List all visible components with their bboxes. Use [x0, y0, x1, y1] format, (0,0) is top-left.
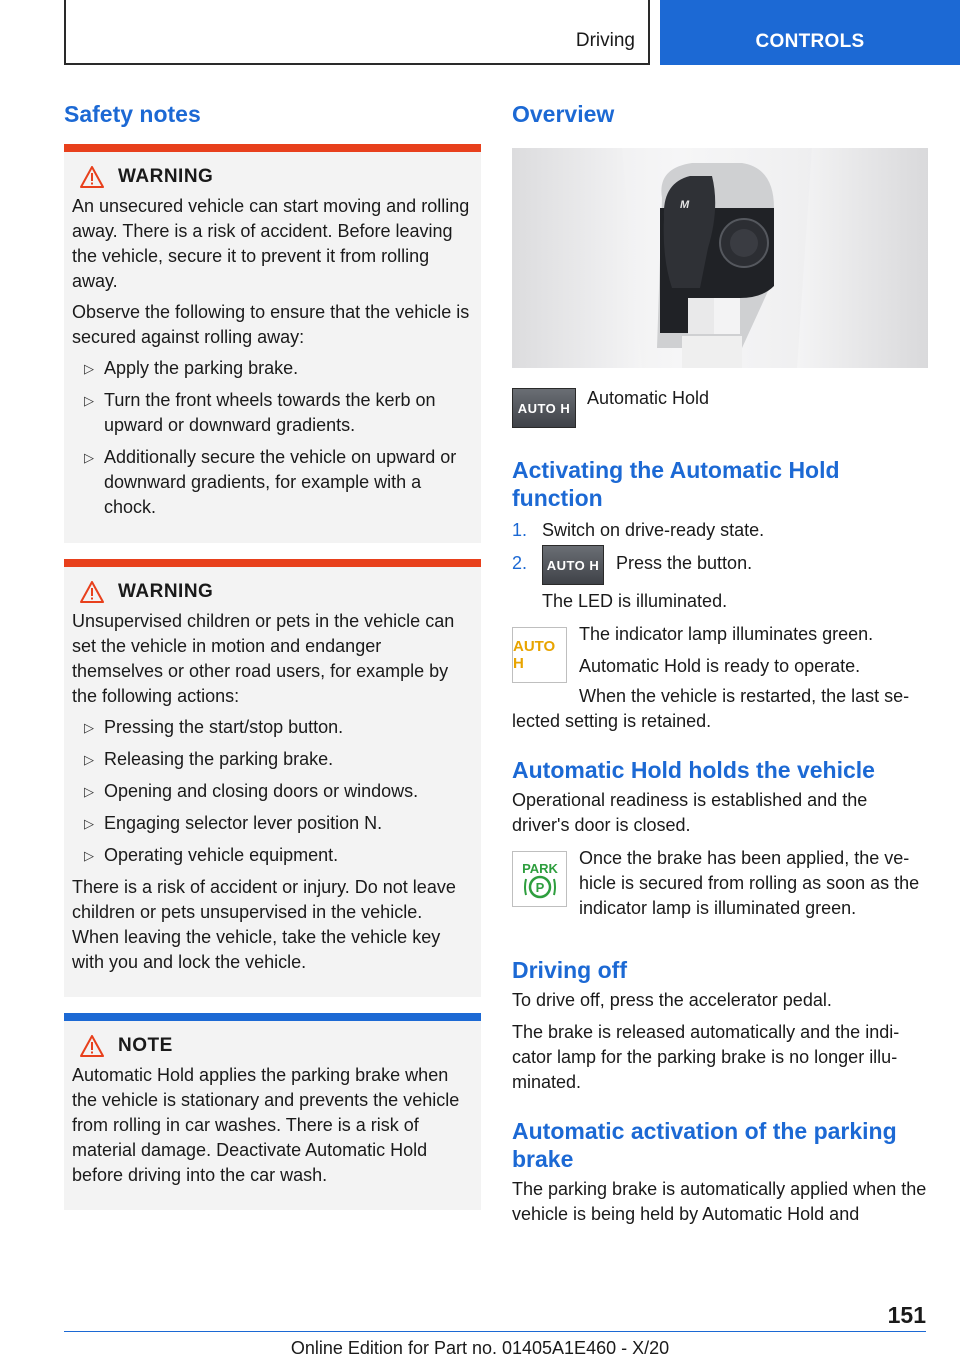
list-item: 1. Switch on drive-ready state.: [512, 520, 765, 540]
note-text: Automatic Hold applies the parking brake when the vehicle is stationary and prevents the vehicle from rolling in car washes. There is a risk of material damage. Deactivate Automatic Hold before driving into the car wash.: [72, 1065, 460, 1185]
warning-text: Unsupervised children or pets in the vehicle can set the vehicle in motion and endanger themselves or other road users, for example by the following actions:: [72, 611, 455, 706]
warning-text: An unsecured vehicle can start moving and rolling away. There is a risk of accident. Before leaving the vehicle, secure it to prevent it from rolling away.: [72, 196, 470, 291]
list-item: ▷ Turn the front wheels towards the kerb on upward or downward gradients.: [72, 388, 473, 438]
warning-icon: [80, 1035, 104, 1057]
auto-h-button-icon: AUTO H: [542, 545, 604, 585]
list-item: ▷ Opening and closing doors or windows.: [72, 779, 473, 804]
automatic-hold-legend: [512, 388, 928, 428]
note-label: NOTE: [118, 1035, 173, 1056]
warning-label: WARNING: [118, 581, 214, 602]
center-console-image: [512, 148, 928, 368]
list-item: ▷ Additionally secure the vehicle on upward or downward gradients, for example with a chock.: [72, 445, 473, 520]
activating-heading: Activating the Automatic Hold function: [512, 457, 840, 511]
section-title: Driving: [575, 30, 635, 51]
warning-icon: [80, 166, 104, 188]
triangle-bullet-icon: ▷: [84, 784, 94, 799]
auto-h-button-icon: AUTO H: [512, 388, 576, 428]
warning-label: WARNING: [118, 166, 214, 187]
list-item: ▷ Engaging selector lever position N.: [72, 811, 473, 836]
console-illustration: [512, 148, 928, 368]
chapter-tab[interactable]: CONTROLS: [660, 0, 960, 65]
list-item: ▷ Operating vehicle equipment.: [72, 843, 473, 868]
warning-list: [72, 356, 473, 520]
driving-off-text: The brake is released automatically and the indicator lamp for the parking brake is no longer illuminated.: [512, 1022, 900, 1092]
svg-text:P: P: [535, 880, 544, 895]
indicator-row: [512, 622, 928, 686]
indicator-text: The indicator lamp illuminates green.: [579, 624, 874, 644]
led-text: The LED is illuminated.: [542, 591, 728, 611]
list-item: ▷ Releasing the parking brake.: [72, 747, 473, 772]
activation-steps: [512, 518, 928, 585]
park-indicator-row: [512, 846, 928, 928]
auto-activation-heading: Automatic activation of the parking brake: [512, 1118, 897, 1172]
triangle-bullet-icon: ▷: [84, 393, 94, 408]
footer-divider: [64, 1331, 926, 1332]
warning-list: [72, 715, 473, 868]
triangle-bullet-icon: ▷: [84, 816, 94, 831]
restart-text: When the vehicle is restarted, the last selected setting is retained.: [512, 686, 910, 731]
park-indicator-icon: [512, 851, 567, 907]
triangle-bullet-icon: ▷: [84, 848, 94, 863]
list-item: ▷ Apply the parking brake.: [72, 356, 473, 381]
note-box: [64, 1013, 481, 1210]
driving-off-text: To drive off, press the accelerator pedal.: [512, 990, 832, 1010]
overview-heading: Overview: [512, 101, 615, 127]
warning-icon: [80, 581, 104, 603]
park-text: Once the brake has been applied, the vehicle is secured from rolling as soon as the indicator lamp is illuminated green.: [579, 848, 920, 918]
driving-off-heading: Driving off: [512, 957, 627, 983]
list-item: 2. AUTO H Press the button.: [512, 551, 928, 585]
auto-activation-text: The parking brake is automatically applied when the vehicle is being held by Automatic Hold and: [512, 1179, 927, 1224]
holds-text: Operational readiness is established and the driver's door is closed.: [512, 790, 868, 835]
auto-h-label: Automatic Hold: [587, 388, 710, 408]
auto-h-indicator-icon: AUTO H: [512, 627, 567, 683]
triangle-bullet-icon: ▷: [84, 361, 94, 376]
warning-text: Observe the following to ensure that the vehicle is secured against rolling away:: [72, 302, 470, 347]
warning-box-1: [64, 144, 481, 543]
safety-notes-heading: Safety notes: [64, 101, 201, 127]
warning-box-2: [64, 559, 481, 997]
edition-footer[interactable]: Online Edition for Part no. 01405A1E460 - X/20: [290, 1338, 670, 1358]
svg-text:PARK: PARK: [521, 861, 558, 876]
right-column: [512, 100, 928, 1234]
list-item: ▷ Pressing the start/stop button.: [72, 715, 473, 740]
triangle-bullet-icon: ▷: [84, 720, 94, 735]
triangle-bullet-icon: ▷: [84, 450, 94, 465]
ready-text: Automatic Hold is ready to operate.: [579, 656, 861, 676]
svg-text:M: M: [680, 199, 690, 211]
left-column: [64, 100, 481, 1226]
page-number: 151: [887, 1302, 926, 1328]
holds-heading: Automatic Hold holds the vehicle: [512, 757, 875, 783]
triangle-bullet-icon: ▷: [84, 752, 94, 767]
warning-text: There is a risk of accident or injury. Do not leave children or pets unsupervised in the vehicle. When leaving the vehicle, take the vehicle key with you and lock the vehicle.: [72, 877, 456, 972]
header-frame: [64, 0, 650, 65]
